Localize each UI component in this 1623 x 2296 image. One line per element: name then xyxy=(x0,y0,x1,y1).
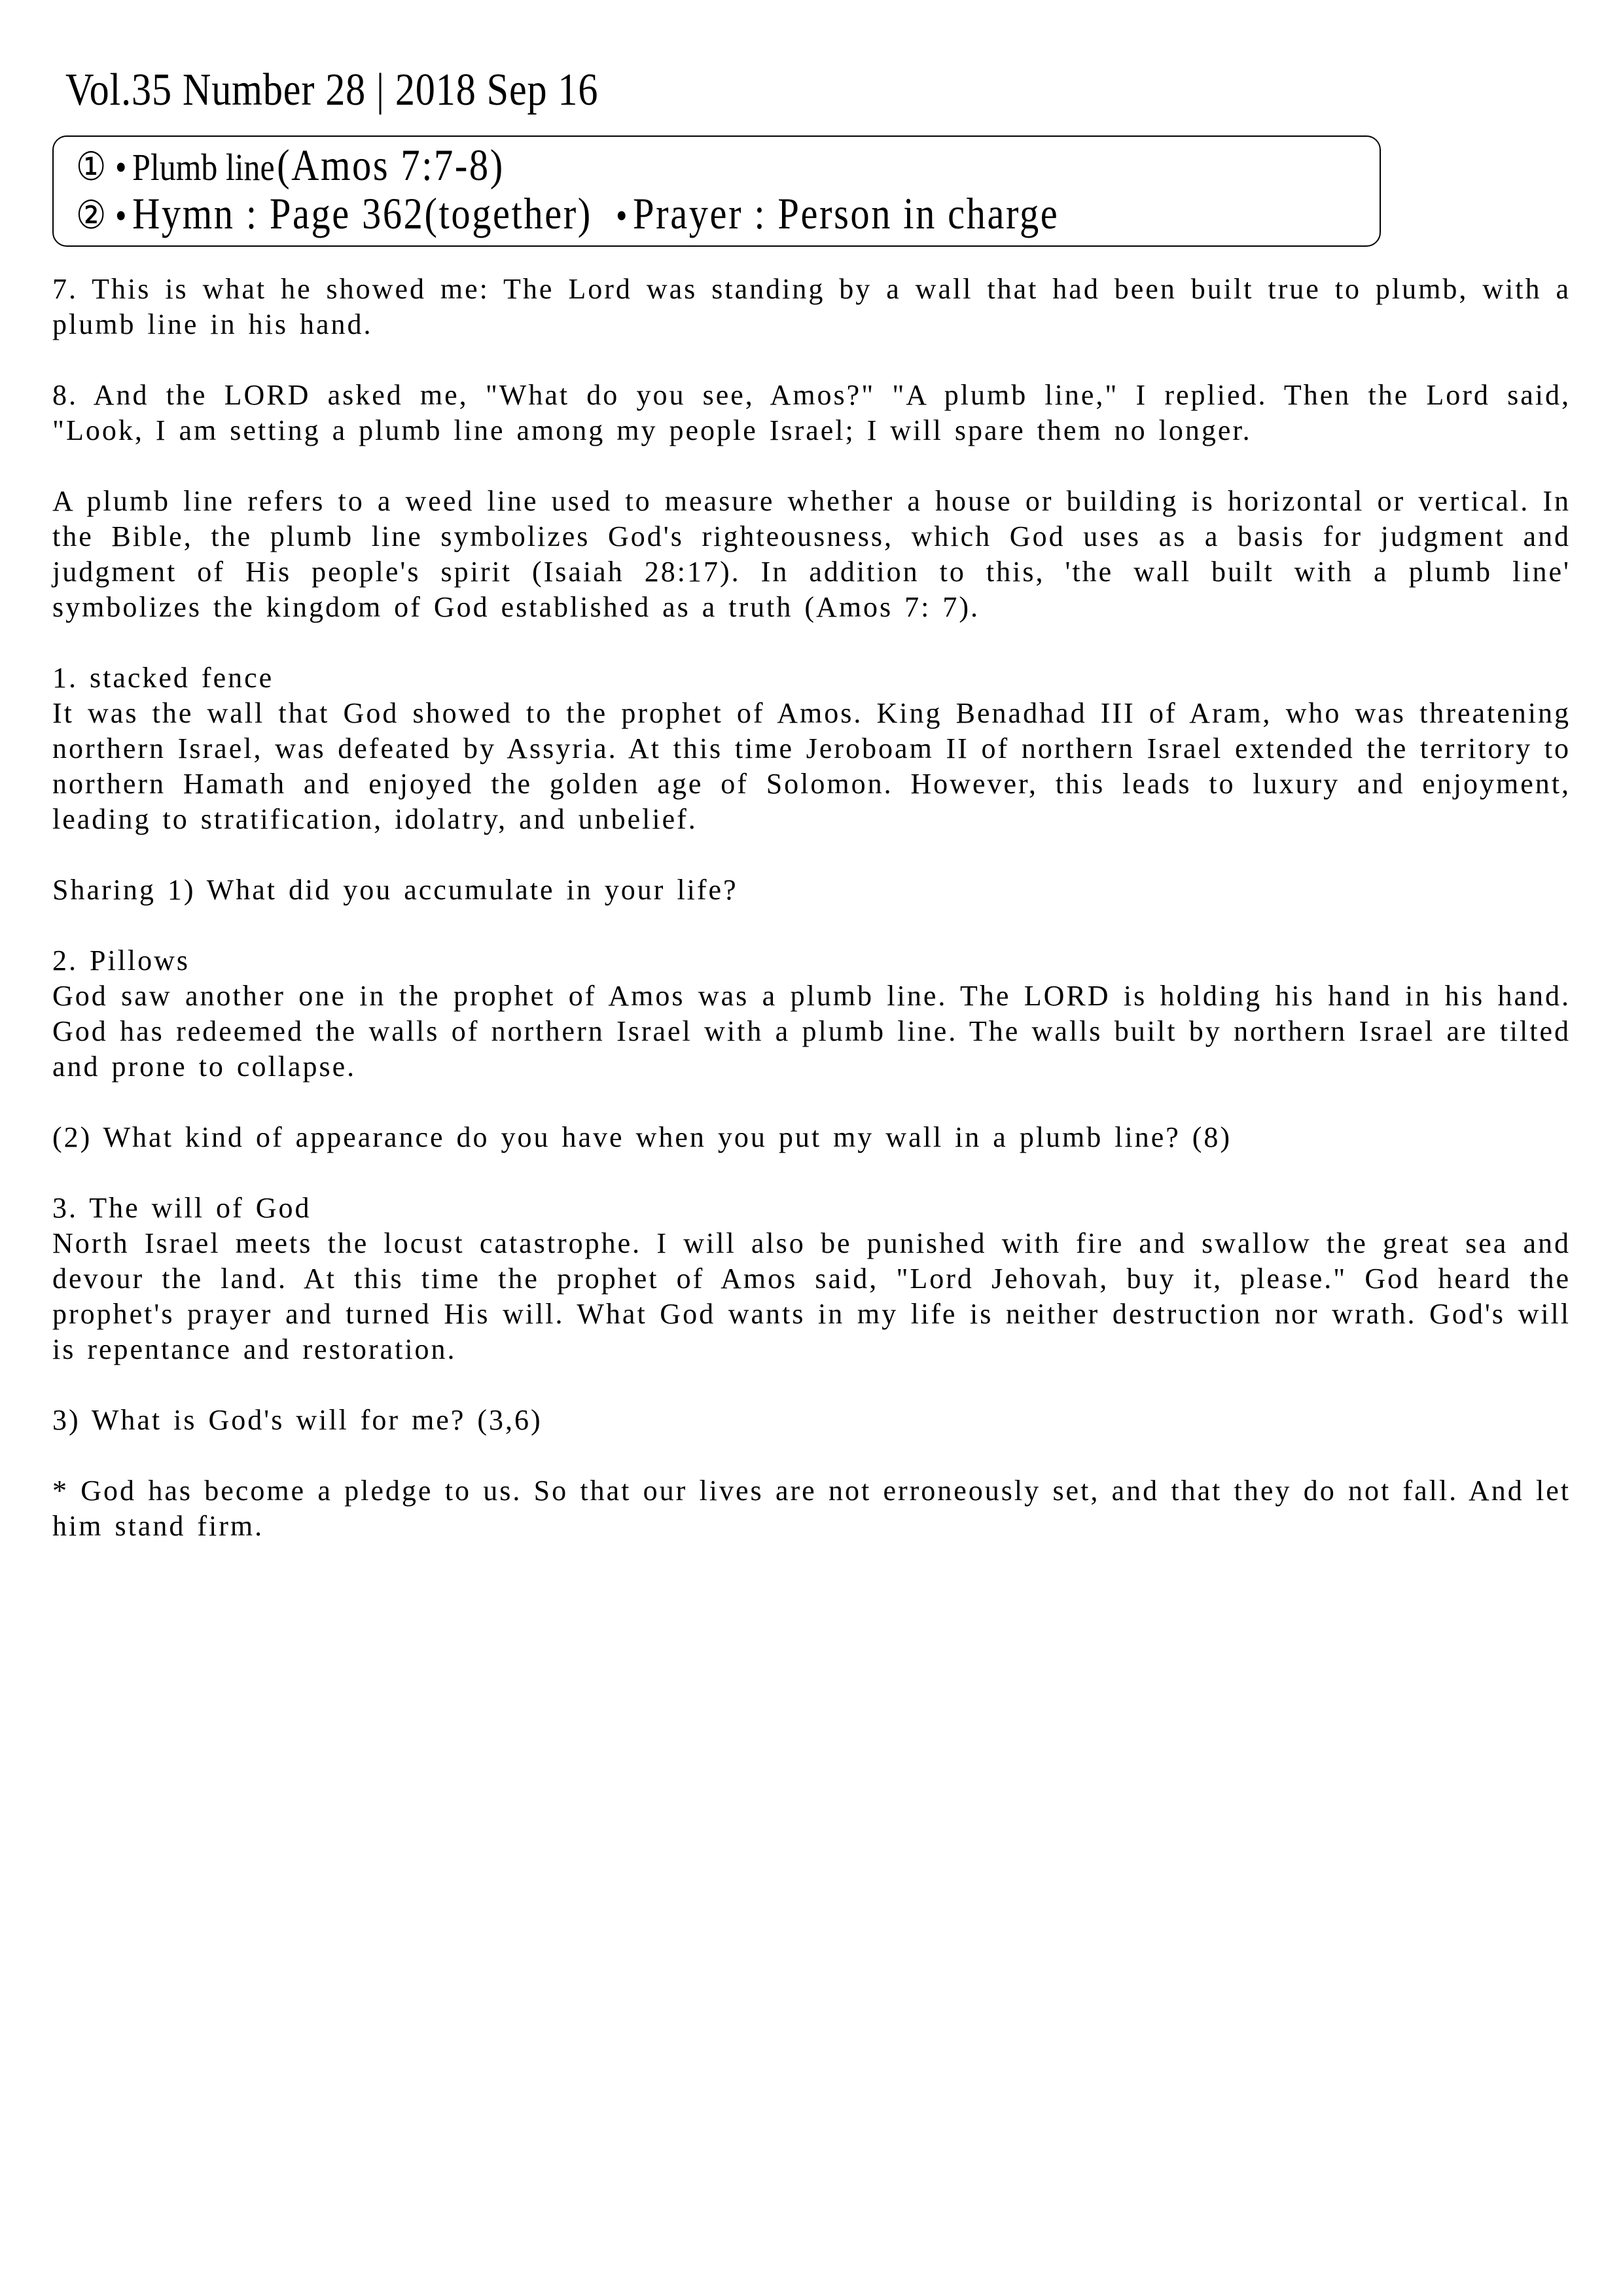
intro-paragraph: A plumb line refers to a weed line used to measure whether a house or building is horizontal or vertical. In the Bible, the plumb line symbolizes God's righteousness, which God uses as a basis for judgment and judgment of His people's spirit (Isaiah 28:17). In addition to this, 'the wall built with a plumb line' symbolizes the kingdom of God established as a truth (Amos 7: 7). xyxy=(52,485,1571,623)
sharing-question-1: Sharing 1) What did you accumulate in your life? xyxy=(52,874,738,906)
circled-one-marker: ① xyxy=(76,144,107,190)
closing-note: * God has become a pledge to us. So that our lives are not erroneously set, and that they do not fall. And let him stand firm. xyxy=(52,1475,1571,1542)
bullet-icon: • xyxy=(115,194,127,237)
section-text: God saw another one in the prophet of Amos was a plumb line. The LORD is holding his hand in his hand. God has redeemed the walls of northern Israel with a plumb line. The walls built by northern Israel are tilted and prone to collapse. xyxy=(52,980,1571,1083)
sharing-question-2: (2) What kind of appearance do you have when you put my wall in a plumb line? (8) xyxy=(52,1121,1232,1153)
sermon-line xyxy=(76,142,505,190)
sharing-question-3: 3) What is God's will for me? (3,6) xyxy=(52,1404,543,1436)
section-heading: 2. Pillows xyxy=(52,944,190,977)
prayer-info: Prayer : Person in charge xyxy=(633,188,1060,238)
section-heading: 1. stacked fence xyxy=(52,662,274,694)
sermon-body xyxy=(52,272,1571,1579)
bullet-icon: • xyxy=(615,194,628,237)
bullet-icon: • xyxy=(115,146,127,188)
circled-two-marker: ② xyxy=(76,192,107,238)
sermon-title: Plumb line xyxy=(132,146,275,188)
hymn-info: Hymn : Page 362(together) xyxy=(132,188,592,238)
service-order-line xyxy=(76,190,1059,238)
bulletin-title: Vol.35 Number 28 | 2018 Sep 16 xyxy=(65,65,599,115)
service-info-box xyxy=(52,135,1381,247)
section-text: North Israel meets the locust catastrophe. I will also be punished with fire and swallow the great sea and devour the land. At this time the prophet of Amos said, "Lord Jehovah, buy it, please." God heard the prophet's prayer and turned His will. What God wants in my life is neither destruction nor wrath. God's will is repentance and restoration. xyxy=(52,1227,1571,1365)
verse-8: 8. And the LORD asked me, "What do you see, Amos?" "A plumb line," I replied. Then the Lord said, "Look, I am setting a plumb line among my people Israel; I will spare them no longer. xyxy=(52,379,1571,446)
section-3 xyxy=(52,1191,1571,1367)
section-1 xyxy=(52,660,1571,837)
sermon-reference: (Amos 7:7-8) xyxy=(277,140,505,190)
verse-7: 7. This is what he showed me: The Lord was standing by a wall that had been built true to plumb, with a plumb line in his hand. xyxy=(52,273,1571,340)
section-heading: 3. The will of God xyxy=(52,1192,312,1224)
section-2 xyxy=(52,943,1571,1085)
section-text: It was the wall that God showed to the prophet of Amos. King Benadhad III of Aram, who was threatening northern Israel, was defeated by Assyria. At this time Jeroboam II of northern Israel extended the territory to northern Hamath and enjoyed the golden age of Solomon. However, this leads to luxury and enjoyment, leading to stratification, idolatry, and unbelief. xyxy=(52,697,1571,835)
